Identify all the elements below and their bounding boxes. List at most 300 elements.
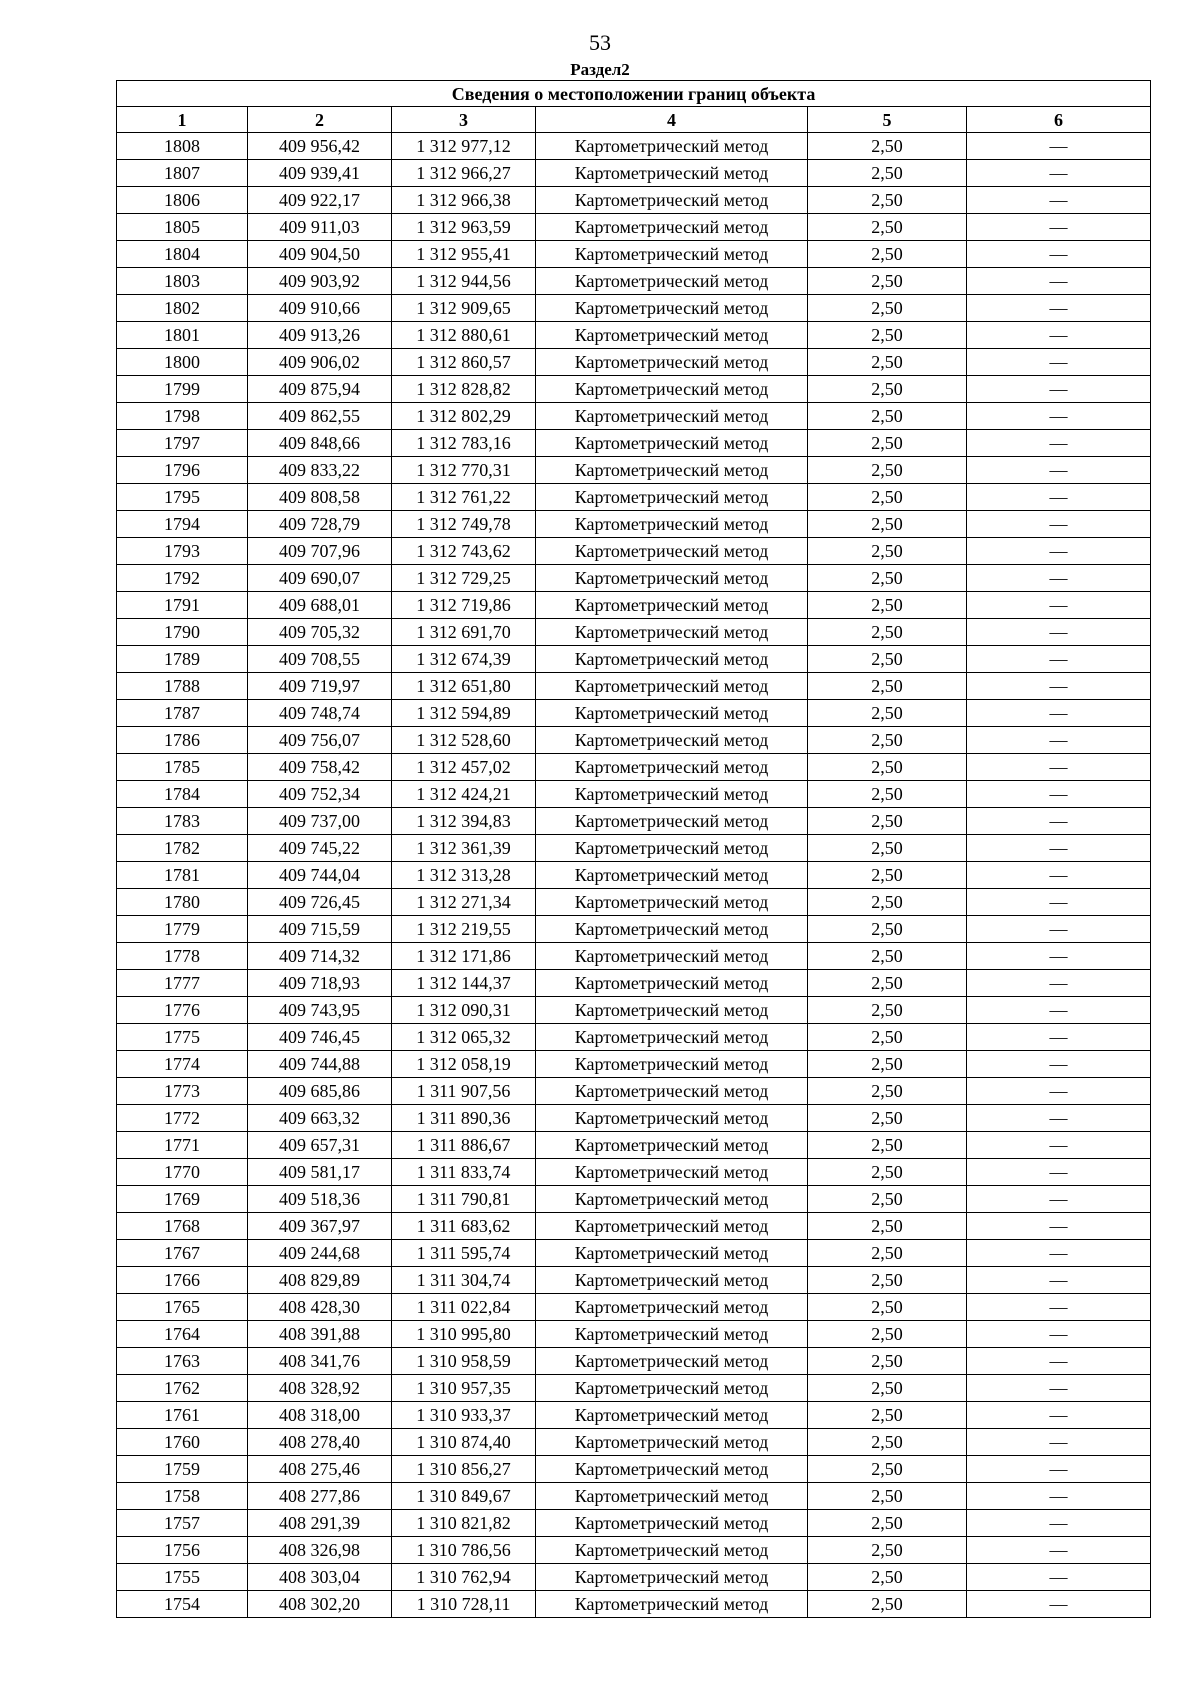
accuracy-cell: 2,50 [808, 997, 967, 1024]
method-cell: Картометрический метод [536, 214, 808, 241]
column-number: 4 [536, 107, 808, 133]
x-coordinate-cell: 408 318,00 [248, 1402, 392, 1429]
column-number: 1 [117, 107, 248, 133]
table-row [117, 727, 1151, 754]
y-coordinate-cell: 1 312 594,89 [392, 700, 536, 727]
method-cell: Картометрический метод [536, 430, 808, 457]
note-cell: — [967, 511, 1151, 538]
method-cell: Картометрический метод [536, 1267, 808, 1294]
note-cell: — [967, 349, 1151, 376]
accuracy-cell: 2,50 [808, 403, 967, 430]
point-number-cell: 1807 [117, 160, 248, 187]
method-cell: Картометрический метод [536, 1078, 808, 1105]
column-number: 3 [392, 107, 536, 133]
method-cell: Картометрический метод [536, 511, 808, 538]
table-row [117, 457, 1151, 484]
y-coordinate-cell: 1 310 849,67 [392, 1483, 536, 1510]
method-cell: Картометрический метод [536, 754, 808, 781]
column-number: 5 [808, 107, 967, 133]
note-cell: — [967, 484, 1151, 511]
x-coordinate-cell: 409 904,50 [248, 241, 392, 268]
method-cell: Картометрический метод [536, 1213, 808, 1240]
accuracy-cell: 2,50 [808, 241, 967, 268]
x-coordinate-cell: 408 275,46 [248, 1456, 392, 1483]
point-number-cell: 1774 [117, 1051, 248, 1078]
y-coordinate-cell: 1 310 821,82 [392, 1510, 536, 1537]
note-cell: — [967, 376, 1151, 403]
method-cell: Картометрический метод [536, 646, 808, 673]
table-row [117, 943, 1151, 970]
x-coordinate-cell: 409 745,22 [248, 835, 392, 862]
table-row [117, 1564, 1151, 1591]
table-row [117, 1429, 1151, 1456]
table-body [117, 133, 1151, 1618]
method-cell: Картометрический метод [536, 1105, 808, 1132]
x-coordinate-cell: 409 808,58 [248, 484, 392, 511]
accuracy-cell: 2,50 [808, 565, 967, 592]
x-coordinate-cell: 409 748,74 [248, 700, 392, 727]
section-title: Раздел2 [570, 60, 630, 79]
note-cell: — [967, 403, 1151, 430]
method-cell: Картометрический метод [536, 673, 808, 700]
method-cell: Картометрический метод [536, 1294, 808, 1321]
method-cell: Картометрический метод [536, 160, 808, 187]
point-number-cell: 1778 [117, 943, 248, 970]
note-cell: — [967, 1213, 1151, 1240]
method-cell: Картометрический метод [536, 1132, 808, 1159]
point-number-cell: 1802 [117, 295, 248, 322]
note-cell: — [967, 700, 1151, 727]
note-cell: — [967, 295, 1151, 322]
y-coordinate-cell: 1 312 144,37 [392, 970, 536, 997]
table-row [117, 1294, 1151, 1321]
y-coordinate-cell: 1 312 313,28 [392, 862, 536, 889]
accuracy-cell: 2,50 [808, 1510, 967, 1537]
y-coordinate-cell: 1 310 856,27 [392, 1456, 536, 1483]
y-coordinate-cell: 1 311 833,74 [392, 1159, 536, 1186]
method-cell: Картометрический метод [536, 1456, 808, 1483]
point-number-cell: 1761 [117, 1402, 248, 1429]
table-row [117, 1375, 1151, 1402]
note-cell: — [967, 1294, 1151, 1321]
method-cell: Картометрический метод [536, 484, 808, 511]
y-coordinate-cell: 1 312 361,39 [392, 835, 536, 862]
accuracy-cell: 2,50 [808, 1348, 967, 1375]
table-row [117, 403, 1151, 430]
y-coordinate-cell: 1 312 955,41 [392, 241, 536, 268]
accuracy-cell: 2,50 [808, 376, 967, 403]
table-row [117, 619, 1151, 646]
accuracy-cell: 2,50 [808, 1564, 967, 1591]
y-coordinate-cell: 1 312 729,25 [392, 565, 536, 592]
method-cell: Картометрический метод [536, 1591, 808, 1618]
table-row [117, 376, 1151, 403]
note-cell: — [967, 160, 1151, 187]
note-cell: — [967, 538, 1151, 565]
x-coordinate-cell: 409 728,79 [248, 511, 392, 538]
x-coordinate-cell: 408 428,30 [248, 1294, 392, 1321]
accuracy-cell: 2,50 [808, 781, 967, 808]
accuracy-cell: 2,50 [808, 646, 967, 673]
y-coordinate-cell: 1 310 957,35 [392, 1375, 536, 1402]
accuracy-cell: 2,50 [808, 1537, 967, 1564]
method-cell: Картометрический метод [536, 916, 808, 943]
point-number-cell: 1773 [117, 1078, 248, 1105]
accuracy-cell: 2,50 [808, 160, 967, 187]
x-coordinate-cell: 409 718,93 [248, 970, 392, 997]
note-cell: — [967, 322, 1151, 349]
point-number-cell: 1781 [117, 862, 248, 889]
y-coordinate-cell: 1 312 058,19 [392, 1051, 536, 1078]
table-row [117, 565, 1151, 592]
table-row [117, 970, 1151, 997]
point-number-cell: 1760 [117, 1429, 248, 1456]
table-row [117, 1456, 1151, 1483]
x-coordinate-cell: 409 913,26 [248, 322, 392, 349]
note-cell: — [967, 943, 1151, 970]
y-coordinate-cell: 1 312 065,32 [392, 1024, 536, 1051]
method-cell: Картометрический метод [536, 592, 808, 619]
x-coordinate-cell: 409 744,88 [248, 1051, 392, 1078]
table-row [117, 1213, 1151, 1240]
note-cell: — [967, 781, 1151, 808]
method-cell: Картометрический метод [536, 1159, 808, 1186]
method-cell: Картометрический метод [536, 1240, 808, 1267]
y-coordinate-cell: 1 312 761,22 [392, 484, 536, 511]
point-number-cell: 1791 [117, 592, 248, 619]
x-coordinate-cell: 409 707,96 [248, 538, 392, 565]
table-row [117, 1159, 1151, 1186]
point-number-cell: 1779 [117, 916, 248, 943]
method-cell: Картометрический метод [536, 808, 808, 835]
table-row [117, 241, 1151, 268]
table-row [117, 754, 1151, 781]
method-cell: Картометрический метод [536, 943, 808, 970]
y-coordinate-cell: 1 310 728,11 [392, 1591, 536, 1618]
table-row [117, 889, 1151, 916]
point-number-cell: 1776 [117, 997, 248, 1024]
note-cell: — [967, 565, 1151, 592]
note-cell: — [967, 1375, 1151, 1402]
accuracy-cell: 2,50 [808, 754, 967, 781]
x-coordinate-cell: 408 341,76 [248, 1348, 392, 1375]
y-coordinate-cell: 1 310 762,94 [392, 1564, 536, 1591]
table-row [117, 781, 1151, 808]
accuracy-cell: 2,50 [808, 430, 967, 457]
point-number-cell: 1754 [117, 1591, 248, 1618]
accuracy-cell: 2,50 [808, 1186, 967, 1213]
point-number-cell: 1808 [117, 133, 248, 160]
point-number-cell: 1780 [117, 889, 248, 916]
boundary-coordinates-table [116, 80, 1151, 1618]
y-coordinate-cell: 1 312 743,62 [392, 538, 536, 565]
page-number: 53 [589, 30, 611, 55]
y-coordinate-cell: 1 312 963,59 [392, 214, 536, 241]
accuracy-cell: 2,50 [808, 457, 967, 484]
note-cell: — [967, 916, 1151, 943]
table-row [117, 1267, 1151, 1294]
x-coordinate-cell: 409 756,07 [248, 727, 392, 754]
method-cell: Картометрический метод [536, 700, 808, 727]
x-coordinate-cell: 409 848,66 [248, 430, 392, 457]
accuracy-cell: 2,50 [808, 295, 967, 322]
method-cell: Картометрический метод [536, 835, 808, 862]
x-coordinate-cell: 409 862,55 [248, 403, 392, 430]
y-coordinate-cell: 1 312 394,83 [392, 808, 536, 835]
method-cell: Картометрический метод [536, 322, 808, 349]
accuracy-cell: 2,50 [808, 1159, 967, 1186]
table-row [117, 1537, 1151, 1564]
table-row [117, 133, 1151, 160]
x-coordinate-cell: 408 328,92 [248, 1375, 392, 1402]
x-coordinate-cell: 409 657,31 [248, 1132, 392, 1159]
y-coordinate-cell: 1 310 933,37 [392, 1402, 536, 1429]
y-coordinate-cell: 1 312 424,21 [392, 781, 536, 808]
accuracy-cell: 2,50 [808, 1267, 967, 1294]
point-number-cell: 1762 [117, 1375, 248, 1402]
x-coordinate-cell: 409 956,42 [248, 133, 392, 160]
note-cell: — [967, 1132, 1151, 1159]
point-number-cell: 1784 [117, 781, 248, 808]
x-coordinate-cell: 409 244,68 [248, 1240, 392, 1267]
point-number-cell: 1768 [117, 1213, 248, 1240]
method-cell: Картометрический метод [536, 187, 808, 214]
point-number-cell: 1794 [117, 511, 248, 538]
note-cell: — [967, 1186, 1151, 1213]
y-coordinate-cell: 1 311 907,56 [392, 1078, 536, 1105]
note-cell: — [967, 1348, 1151, 1375]
point-number-cell: 1766 [117, 1267, 248, 1294]
x-coordinate-cell: 408 326,98 [248, 1537, 392, 1564]
point-number-cell: 1790 [117, 619, 248, 646]
table-row [117, 1402, 1151, 1429]
point-number-cell: 1756 [117, 1537, 248, 1564]
point-number-cell: 1775 [117, 1024, 248, 1051]
note-cell: — [967, 214, 1151, 241]
y-coordinate-cell: 1 312 691,70 [392, 619, 536, 646]
table-row [117, 430, 1151, 457]
x-coordinate-cell: 409 367,97 [248, 1213, 392, 1240]
note-cell: — [967, 430, 1151, 457]
y-coordinate-cell: 1 312 528,60 [392, 727, 536, 754]
y-coordinate-cell: 1 312 880,61 [392, 322, 536, 349]
table-row [117, 835, 1151, 862]
note-cell: — [967, 457, 1151, 484]
table-row [117, 862, 1151, 889]
accuracy-cell: 2,50 [808, 808, 967, 835]
point-number-cell: 1796 [117, 457, 248, 484]
table-row [117, 1051, 1151, 1078]
accuracy-cell: 2,50 [808, 322, 967, 349]
y-coordinate-cell: 1 312 219,55 [392, 916, 536, 943]
note-cell: — [967, 1429, 1151, 1456]
point-number-cell: 1799 [117, 376, 248, 403]
note-cell: — [967, 1078, 1151, 1105]
x-coordinate-cell: 409 922,17 [248, 187, 392, 214]
x-coordinate-cell: 409 752,34 [248, 781, 392, 808]
y-coordinate-cell: 1 311 683,62 [392, 1213, 536, 1240]
accuracy-cell: 2,50 [808, 727, 967, 754]
method-cell: Картометрический метод [536, 997, 808, 1024]
x-coordinate-cell: 409 715,59 [248, 916, 392, 943]
column-number: 2 [248, 107, 392, 133]
accuracy-cell: 2,50 [808, 1429, 967, 1456]
accuracy-cell: 2,50 [808, 511, 967, 538]
note-cell: — [967, 997, 1151, 1024]
y-coordinate-cell: 1 310 786,56 [392, 1537, 536, 1564]
table-row [117, 1132, 1151, 1159]
note-cell: — [967, 619, 1151, 646]
note-cell: — [967, 1159, 1151, 1186]
y-coordinate-cell: 1 312 828,82 [392, 376, 536, 403]
accuracy-cell: 2,50 [808, 538, 967, 565]
point-number-cell: 1769 [117, 1186, 248, 1213]
accuracy-cell: 2,50 [808, 1213, 967, 1240]
method-cell: Картометрический метод [536, 862, 808, 889]
table-row [117, 1078, 1151, 1105]
x-coordinate-cell: 409 690,07 [248, 565, 392, 592]
note-cell: — [967, 1564, 1151, 1591]
point-number-cell: 1777 [117, 970, 248, 997]
table-row [117, 187, 1151, 214]
note-cell: — [967, 592, 1151, 619]
y-coordinate-cell: 1 310 874,40 [392, 1429, 536, 1456]
table-row [117, 1186, 1151, 1213]
point-number-cell: 1785 [117, 754, 248, 781]
accuracy-cell: 2,50 [808, 1483, 967, 1510]
note-cell: — [967, 1321, 1151, 1348]
accuracy-cell: 2,50 [808, 916, 967, 943]
note-cell: — [967, 889, 1151, 916]
y-coordinate-cell: 1 311 595,74 [392, 1240, 536, 1267]
table-row [117, 673, 1151, 700]
note-cell: — [967, 268, 1151, 295]
point-number-cell: 1806 [117, 187, 248, 214]
method-cell: Картометрический метод [536, 403, 808, 430]
x-coordinate-cell: 409 903,92 [248, 268, 392, 295]
point-number-cell: 1763 [117, 1348, 248, 1375]
accuracy-cell: 2,50 [808, 133, 967, 160]
note-cell: — [967, 1456, 1151, 1483]
table-row [117, 700, 1151, 727]
method-cell: Картометрический метод [536, 457, 808, 484]
point-number-cell: 1804 [117, 241, 248, 268]
note-cell: — [967, 862, 1151, 889]
accuracy-cell: 2,50 [808, 592, 967, 619]
method-cell: Картометрический метод [536, 1051, 808, 1078]
point-number-cell: 1801 [117, 322, 248, 349]
note-cell: — [967, 1267, 1151, 1294]
method-cell: Картометрический метод [536, 349, 808, 376]
accuracy-cell: 2,50 [808, 1321, 967, 1348]
accuracy-cell: 2,50 [808, 1078, 967, 1105]
method-cell: Картометрический метод [536, 1321, 808, 1348]
accuracy-cell: 2,50 [808, 214, 967, 241]
note-cell: — [967, 673, 1151, 700]
y-coordinate-cell: 1 311 022,84 [392, 1294, 536, 1321]
accuracy-cell: 2,50 [808, 619, 967, 646]
accuracy-cell: 2,50 [808, 187, 967, 214]
point-number-cell: 1797 [117, 430, 248, 457]
y-coordinate-cell: 1 312 966,27 [392, 160, 536, 187]
x-coordinate-cell: 409 708,55 [248, 646, 392, 673]
table-row [117, 484, 1151, 511]
table-row [117, 268, 1151, 295]
accuracy-cell: 2,50 [808, 970, 967, 997]
y-coordinate-cell: 1 312 977,12 [392, 133, 536, 160]
method-cell: Картометрический метод [536, 1564, 808, 1591]
table-row [117, 808, 1151, 835]
method-cell: Картометрический метод [536, 376, 808, 403]
note-cell: — [967, 241, 1151, 268]
point-number-cell: 1805 [117, 214, 248, 241]
table-row [117, 1024, 1151, 1051]
table-row [117, 646, 1151, 673]
method-cell: Картометрический метод [536, 133, 808, 160]
point-number-cell: 1758 [117, 1483, 248, 1510]
accuracy-cell: 2,50 [808, 943, 967, 970]
table-row [117, 1483, 1151, 1510]
x-coordinate-cell: 409 746,45 [248, 1024, 392, 1051]
y-coordinate-cell: 1 312 944,56 [392, 268, 536, 295]
x-coordinate-cell: 408 303,04 [248, 1564, 392, 1591]
point-number-cell: 1771 [117, 1132, 248, 1159]
note-cell: — [967, 1483, 1151, 1510]
point-number-cell: 1770 [117, 1159, 248, 1186]
point-number-cell: 1767 [117, 1240, 248, 1267]
x-coordinate-cell: 408 829,89 [248, 1267, 392, 1294]
table-row [117, 1591, 1151, 1618]
accuracy-cell: 2,50 [808, 1051, 967, 1078]
x-coordinate-cell: 409 705,32 [248, 619, 392, 646]
y-coordinate-cell: 1 312 090,31 [392, 997, 536, 1024]
x-coordinate-cell: 409 910,66 [248, 295, 392, 322]
accuracy-cell: 2,50 [808, 349, 967, 376]
x-coordinate-cell: 409 744,04 [248, 862, 392, 889]
note-cell: — [967, 808, 1151, 835]
note-cell: — [967, 133, 1151, 160]
table-row [117, 214, 1151, 241]
y-coordinate-cell: 1 312 966,38 [392, 187, 536, 214]
accuracy-cell: 2,50 [808, 673, 967, 700]
note-cell: — [967, 1402, 1151, 1429]
note-cell: — [967, 187, 1151, 214]
y-coordinate-cell: 1 312 802,29 [392, 403, 536, 430]
accuracy-cell: 2,50 [808, 889, 967, 916]
table-row [117, 916, 1151, 943]
y-coordinate-cell: 1 312 909,65 [392, 295, 536, 322]
y-coordinate-cell: 1 310 995,80 [392, 1321, 536, 1348]
x-coordinate-cell: 408 302,20 [248, 1591, 392, 1618]
table-row [117, 997, 1151, 1024]
y-coordinate-cell: 1 312 651,80 [392, 673, 536, 700]
accuracy-cell: 2,50 [808, 1132, 967, 1159]
note-cell: — [967, 646, 1151, 673]
point-number-cell: 1798 [117, 403, 248, 430]
method-cell: Картометрический метод [536, 1186, 808, 1213]
accuracy-cell: 2,50 [808, 835, 967, 862]
table-row [117, 1105, 1151, 1132]
accuracy-cell: 2,50 [808, 1294, 967, 1321]
note-cell: — [967, 1510, 1151, 1537]
x-coordinate-cell: 409 743,95 [248, 997, 392, 1024]
point-number-cell: 1755 [117, 1564, 248, 1591]
point-number-cell: 1788 [117, 673, 248, 700]
method-cell: Картометрический метод [536, 538, 808, 565]
accuracy-cell: 2,50 [808, 1105, 967, 1132]
point-number-cell: 1787 [117, 700, 248, 727]
point-number-cell: 1803 [117, 268, 248, 295]
